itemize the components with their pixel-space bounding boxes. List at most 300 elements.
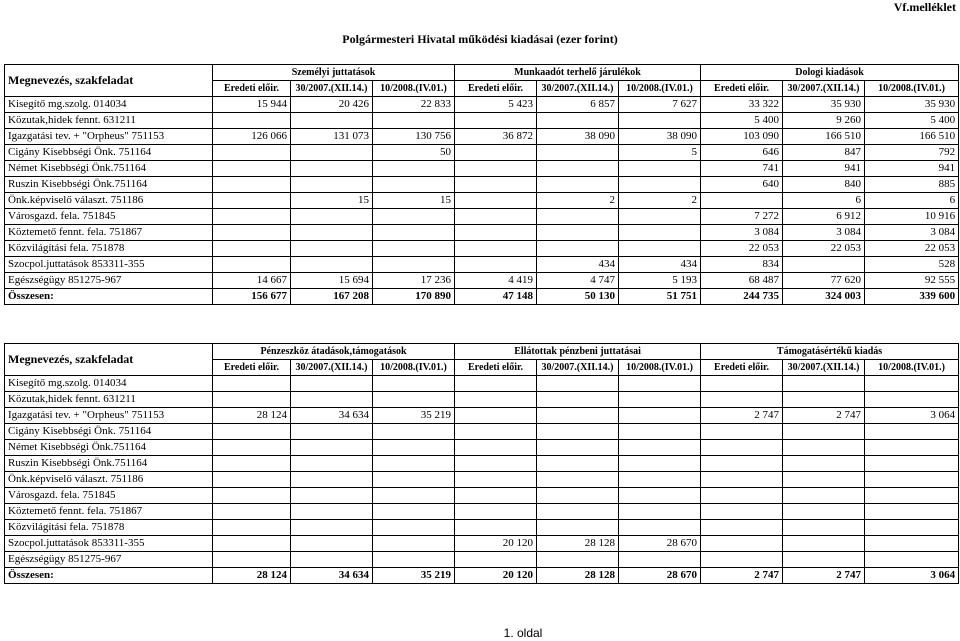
- value-cell: [291, 424, 373, 440]
- value-cell: [783, 472, 865, 488]
- value-cell: 9 260: [783, 113, 865, 129]
- value-cell: 28 128: [537, 536, 619, 552]
- value-cell: [291, 440, 373, 456]
- row-label: Ruszin Kisebbségi Önk.751164: [5, 456, 213, 472]
- value-cell: 130 756: [373, 129, 455, 145]
- value-cell: [537, 552, 619, 568]
- table-row: [5, 472, 959, 488]
- value-cell: [373, 472, 455, 488]
- value-cell: [213, 424, 291, 440]
- total-label: Összesen:: [5, 568, 213, 584]
- value-cell: 2 747: [783, 408, 865, 424]
- value-cell: 103 090: [701, 129, 783, 145]
- subcolumn-header: 10/2008.(IV.01.): [619, 360, 701, 376]
- table-row: [5, 520, 959, 536]
- group-header: Támogatásértékű kiadás: [701, 344, 959, 360]
- value-cell: [619, 552, 701, 568]
- value-cell: [619, 488, 701, 504]
- value-cell: 36 872: [455, 129, 537, 145]
- value-cell: [455, 472, 537, 488]
- row-label: Közvilágítási fela. 751878: [5, 520, 213, 536]
- value-cell: [213, 145, 291, 161]
- value-cell: 4 419: [455, 273, 537, 289]
- table-row: [5, 161, 959, 177]
- value-cell: [865, 504, 959, 520]
- value-cell: [455, 225, 537, 241]
- value-cell: [291, 456, 373, 472]
- value-cell: [213, 392, 291, 408]
- value-cell: [537, 392, 619, 408]
- value-cell: [291, 257, 373, 273]
- total-cell: 20 120: [455, 568, 537, 584]
- value-cell: [865, 488, 959, 504]
- value-cell: 640: [701, 177, 783, 193]
- value-cell: [865, 440, 959, 456]
- table-row: [5, 113, 959, 129]
- table-row: [5, 552, 959, 568]
- row-label: Önk.képviselő választ. 751186: [5, 193, 213, 209]
- value-cell: [783, 424, 865, 440]
- value-cell: 2: [619, 193, 701, 209]
- value-cell: [455, 113, 537, 129]
- value-cell: 28 670: [619, 536, 701, 552]
- value-cell: [701, 504, 783, 520]
- value-cell: 840: [783, 177, 865, 193]
- subcolumn-header: 10/2008.(IV.01.): [619, 81, 701, 97]
- value-cell: [783, 440, 865, 456]
- value-cell: [701, 552, 783, 568]
- value-cell: [537, 440, 619, 456]
- subcolumn-header: 30/2007.(XII.14.): [783, 360, 865, 376]
- value-cell: 22 833: [373, 97, 455, 113]
- value-cell: [373, 257, 455, 273]
- value-cell: [537, 520, 619, 536]
- total-cell: 47 148: [455, 289, 537, 305]
- value-cell: [865, 552, 959, 568]
- row-label: Közvilágítási fela. 751878: [5, 241, 213, 257]
- value-cell: [373, 552, 455, 568]
- value-cell: 126 066: [213, 129, 291, 145]
- value-cell: [619, 376, 701, 392]
- value-cell: [455, 440, 537, 456]
- value-cell: [783, 392, 865, 408]
- row-label: Városgazd. fela. 751845: [5, 488, 213, 504]
- value-cell: [783, 536, 865, 552]
- value-cell: [619, 209, 701, 225]
- value-cell: 22 053: [783, 241, 865, 257]
- value-cell: [537, 161, 619, 177]
- subcolumn-header: Eredeti előir.: [455, 360, 537, 376]
- value-cell: [373, 456, 455, 472]
- value-cell: [619, 520, 701, 536]
- value-cell: 15 944: [213, 97, 291, 113]
- value-cell: [291, 488, 373, 504]
- table-row: [5, 536, 959, 552]
- table-row: [5, 177, 959, 193]
- value-cell: 3 084: [865, 225, 959, 241]
- value-cell: 941: [865, 161, 959, 177]
- value-cell: [213, 504, 291, 520]
- value-cell: [619, 472, 701, 488]
- value-cell: [455, 520, 537, 536]
- total-cell: 2 747: [701, 568, 783, 584]
- group-header: Dologi kiadások: [701, 65, 959, 81]
- table-row: [5, 408, 959, 424]
- value-cell: [537, 225, 619, 241]
- table-row: [5, 129, 959, 145]
- value-cell: 20 120: [455, 536, 537, 552]
- value-cell: [619, 177, 701, 193]
- total-label: Összesen:: [5, 289, 213, 305]
- value-cell: 131 073: [291, 129, 373, 145]
- total-row: [5, 289, 959, 305]
- value-cell: [455, 456, 537, 472]
- value-cell: 3 084: [783, 225, 865, 241]
- value-cell: 6: [865, 193, 959, 209]
- total-cell: 170 890: [373, 289, 455, 305]
- value-cell: [455, 488, 537, 504]
- value-cell: [213, 209, 291, 225]
- value-cell: 5 193: [619, 273, 701, 289]
- value-cell: 7 627: [619, 97, 701, 113]
- value-cell: 885: [865, 177, 959, 193]
- total-row: [5, 568, 959, 584]
- value-cell: [373, 113, 455, 129]
- value-cell: [701, 424, 783, 440]
- value-cell: [619, 225, 701, 241]
- row-label: Német Kisebbségi Önk.751164: [5, 440, 213, 456]
- table-row: [5, 488, 959, 504]
- value-cell: [537, 241, 619, 257]
- table-row: [5, 97, 959, 113]
- value-cell: 35 930: [783, 97, 865, 113]
- value-cell: [291, 225, 373, 241]
- value-cell: [865, 424, 959, 440]
- row-label: Szocpol.juttatások 853311-355: [5, 536, 213, 552]
- value-cell: 434: [619, 257, 701, 273]
- value-cell: 34 634: [291, 408, 373, 424]
- total-cell: 51 751: [619, 289, 701, 305]
- table-row: [5, 241, 959, 257]
- value-cell: 792: [865, 145, 959, 161]
- value-cell: 77 620: [783, 273, 865, 289]
- subcolumn-header: Eredeti előir.: [701, 81, 783, 97]
- value-cell: 941: [783, 161, 865, 177]
- value-cell: [783, 552, 865, 568]
- value-cell: [455, 193, 537, 209]
- value-cell: [373, 536, 455, 552]
- value-cell: [701, 520, 783, 536]
- value-cell: [455, 241, 537, 257]
- value-cell: 166 510: [865, 129, 959, 145]
- row-label: Egészségügy 851275-967: [5, 273, 213, 289]
- group-header: Személyi juttatások: [213, 65, 455, 81]
- value-cell: [455, 145, 537, 161]
- value-cell: 2: [537, 193, 619, 209]
- total-cell: 339 600: [865, 289, 959, 305]
- value-cell: [783, 488, 865, 504]
- value-cell: 166 510: [783, 129, 865, 145]
- total-cell: 244 735: [701, 289, 783, 305]
- total-cell: 3 064: [865, 568, 959, 584]
- total-cell: 28 128: [537, 568, 619, 584]
- row-label: Köztemető fennt. fela. 751867: [5, 225, 213, 241]
- value-cell: [783, 456, 865, 472]
- value-cell: [213, 113, 291, 129]
- table-row: [5, 209, 959, 225]
- value-cell: [291, 241, 373, 257]
- value-cell: 434: [537, 257, 619, 273]
- table-row: [5, 257, 959, 273]
- value-cell: [213, 552, 291, 568]
- subcolumn-header: 30/2007.(XII.14.): [291, 360, 373, 376]
- value-cell: 3 064: [865, 408, 959, 424]
- value-cell: [373, 376, 455, 392]
- value-cell: [291, 552, 373, 568]
- value-cell: 5 423: [455, 97, 537, 113]
- value-cell: [455, 161, 537, 177]
- value-cell: [455, 177, 537, 193]
- value-cell: [783, 257, 865, 273]
- value-cell: [373, 161, 455, 177]
- value-cell: [701, 193, 783, 209]
- value-cell: 6: [783, 193, 865, 209]
- expenses-table-1: [4, 64, 959, 305]
- page-number: 1. oldal: [503, 626, 543, 640]
- row-label: Ruszin Kisebbségi Önk.751164: [5, 177, 213, 193]
- value-cell: [455, 392, 537, 408]
- table-row: [5, 225, 959, 241]
- value-cell: [783, 504, 865, 520]
- total-cell: 28 124: [213, 568, 291, 584]
- annex-label: Vf.melléklet: [893, 0, 956, 14]
- value-cell: [537, 376, 619, 392]
- value-cell: [537, 504, 619, 520]
- value-cell: [213, 472, 291, 488]
- table-row: [5, 456, 959, 472]
- value-cell: [865, 376, 959, 392]
- subcolumn-header: Eredeti előir.: [213, 360, 291, 376]
- table-row: [5, 193, 959, 209]
- value-cell: 50: [373, 145, 455, 161]
- subcolumn-header: 10/2008.(IV.01.): [865, 81, 959, 97]
- value-cell: [213, 161, 291, 177]
- value-cell: [455, 504, 537, 520]
- value-cell: 834: [701, 257, 783, 273]
- value-cell: [701, 472, 783, 488]
- value-cell: [373, 225, 455, 241]
- value-cell: [619, 113, 701, 129]
- value-cell: [783, 520, 865, 536]
- page-title: Polgármesteri Hivatal működési kiadásai (ezer forint): [342, 32, 618, 46]
- value-cell: [537, 424, 619, 440]
- subcolumn-header: 10/2008.(IV.01.): [373, 81, 455, 97]
- value-cell: [373, 241, 455, 257]
- value-cell: [701, 536, 783, 552]
- value-cell: [701, 440, 783, 456]
- value-cell: [373, 424, 455, 440]
- group-header: Pénzeszköz átadások,támogatások: [213, 344, 455, 360]
- group-header: Ellátottak pénzbeni juttatásai: [455, 344, 701, 360]
- value-cell: [373, 392, 455, 408]
- row-label: Közutak,hidek fennt. 631211: [5, 113, 213, 129]
- value-cell: 741: [701, 161, 783, 177]
- value-cell: [701, 376, 783, 392]
- value-cell: 5 400: [701, 113, 783, 129]
- value-cell: [373, 520, 455, 536]
- row-label: Közutak,hidek fennt. 631211: [5, 392, 213, 408]
- total-cell: 2 747: [783, 568, 865, 584]
- value-cell: 35 219: [373, 408, 455, 424]
- value-cell: 22 053: [701, 241, 783, 257]
- value-cell: [865, 536, 959, 552]
- value-cell: [213, 456, 291, 472]
- value-cell: [291, 209, 373, 225]
- value-cell: [373, 440, 455, 456]
- value-cell: [291, 177, 373, 193]
- value-cell: 6 857: [537, 97, 619, 113]
- subcolumn-header: 30/2007.(XII.14.): [291, 81, 373, 97]
- value-cell: [373, 177, 455, 193]
- value-cell: [373, 209, 455, 225]
- value-cell: 15: [373, 193, 455, 209]
- value-cell: [455, 257, 537, 273]
- value-cell: [865, 472, 959, 488]
- table-row: [5, 376, 959, 392]
- total-cell: 28 670: [619, 568, 701, 584]
- row-label: Köztemető fennt. fela. 751867: [5, 504, 213, 520]
- value-cell: [619, 161, 701, 177]
- group-header: Munkaadót terhelő járulékok: [455, 65, 701, 81]
- corner-header: Megnevezés, szakfeladat: [5, 344, 213, 376]
- value-cell: 528: [865, 257, 959, 273]
- subcolumn-header: Eredeti előir.: [701, 360, 783, 376]
- value-cell: [619, 440, 701, 456]
- value-cell: [291, 392, 373, 408]
- value-cell: [213, 193, 291, 209]
- table-row: [5, 424, 959, 440]
- value-cell: [291, 520, 373, 536]
- value-cell: [619, 392, 701, 408]
- value-cell: [213, 376, 291, 392]
- row-label: Cigány Kisebbségi Önk. 751164: [5, 424, 213, 440]
- corner-header: Megnevezés, szakfeladat: [5, 65, 213, 97]
- value-cell: 33 322: [701, 97, 783, 113]
- value-cell: 646: [701, 145, 783, 161]
- table-row: [5, 392, 959, 408]
- value-cell: [619, 424, 701, 440]
- value-cell: [455, 376, 537, 392]
- value-cell: [213, 177, 291, 193]
- value-cell: 10 916: [865, 209, 959, 225]
- total-cell: 34 634: [291, 568, 373, 584]
- value-cell: [701, 488, 783, 504]
- value-cell: [291, 536, 373, 552]
- value-cell: 92 555: [865, 273, 959, 289]
- value-cell: [537, 145, 619, 161]
- value-cell: [537, 472, 619, 488]
- value-cell: [701, 392, 783, 408]
- value-cell: 38 090: [619, 129, 701, 145]
- value-cell: 17 236: [373, 273, 455, 289]
- value-cell: 22 053: [865, 241, 959, 257]
- value-cell: 5 400: [865, 113, 959, 129]
- row-label: Kisegítő mg.szolg. 014034: [5, 376, 213, 392]
- value-cell: [291, 161, 373, 177]
- total-cell: 35 219: [373, 568, 455, 584]
- value-cell: 35 930: [865, 97, 959, 113]
- value-cell: 20 426: [291, 97, 373, 113]
- subcolumn-header: Eredeti előir.: [213, 81, 291, 97]
- value-cell: 6 912: [783, 209, 865, 225]
- row-label: Szocpol.juttatások 853311-355: [5, 257, 213, 273]
- value-cell: 15: [291, 193, 373, 209]
- total-cell: 156 677: [213, 289, 291, 305]
- row-label: Igazgatási tev. + "Orpheus" 751153: [5, 408, 213, 424]
- value-cell: [537, 113, 619, 129]
- value-cell: [537, 456, 619, 472]
- table-row: [5, 504, 959, 520]
- table-row: [5, 440, 959, 456]
- value-cell: [373, 504, 455, 520]
- value-cell: [213, 520, 291, 536]
- value-cell: 15 694: [291, 273, 373, 289]
- row-label: Egészségügy 851275-967: [5, 552, 213, 568]
- value-cell: [213, 536, 291, 552]
- value-cell: 2 747: [701, 408, 783, 424]
- row-label: Igazgatási tev. + "Orpheus" 751153: [5, 129, 213, 145]
- subcolumn-header: 30/2007.(XII.14.): [537, 81, 619, 97]
- value-cell: [455, 209, 537, 225]
- subcolumn-header: 30/2007.(XII.14.): [537, 360, 619, 376]
- value-cell: [537, 408, 619, 424]
- value-cell: [291, 113, 373, 129]
- row-label: Német Kisebbségi Önk.751164: [5, 161, 213, 177]
- value-cell: [373, 488, 455, 504]
- table-row: [5, 145, 959, 161]
- value-cell: 7 272: [701, 209, 783, 225]
- value-cell: [213, 257, 291, 273]
- value-cell: [291, 145, 373, 161]
- value-cell: [455, 552, 537, 568]
- subcolumn-header: Eredeti előir.: [455, 81, 537, 97]
- value-cell: [455, 424, 537, 440]
- value-cell: [291, 472, 373, 488]
- value-cell: [701, 456, 783, 472]
- value-cell: [213, 241, 291, 257]
- value-cell: 14 667: [213, 273, 291, 289]
- value-cell: [213, 488, 291, 504]
- value-cell: [619, 504, 701, 520]
- subcolumn-header: 10/2008.(IV.01.): [373, 360, 455, 376]
- value-cell: [783, 376, 865, 392]
- total-cell: 50 130: [537, 289, 619, 305]
- value-cell: [537, 209, 619, 225]
- value-cell: [865, 392, 959, 408]
- value-cell: [537, 488, 619, 504]
- value-cell: [213, 225, 291, 241]
- row-label: Cigány Kisebbségi Önk. 751164: [5, 145, 213, 161]
- value-cell: 28 124: [213, 408, 291, 424]
- row-label: Kisegítő mg.szolg. 014034: [5, 97, 213, 113]
- total-cell: 167 208: [291, 289, 373, 305]
- row-label: Városgazd. fela. 751845: [5, 209, 213, 225]
- value-cell: 847: [783, 145, 865, 161]
- expenses-table-2: [4, 343, 959, 584]
- value-cell: 5: [619, 145, 701, 161]
- value-cell: 3 084: [701, 225, 783, 241]
- value-cell: [291, 504, 373, 520]
